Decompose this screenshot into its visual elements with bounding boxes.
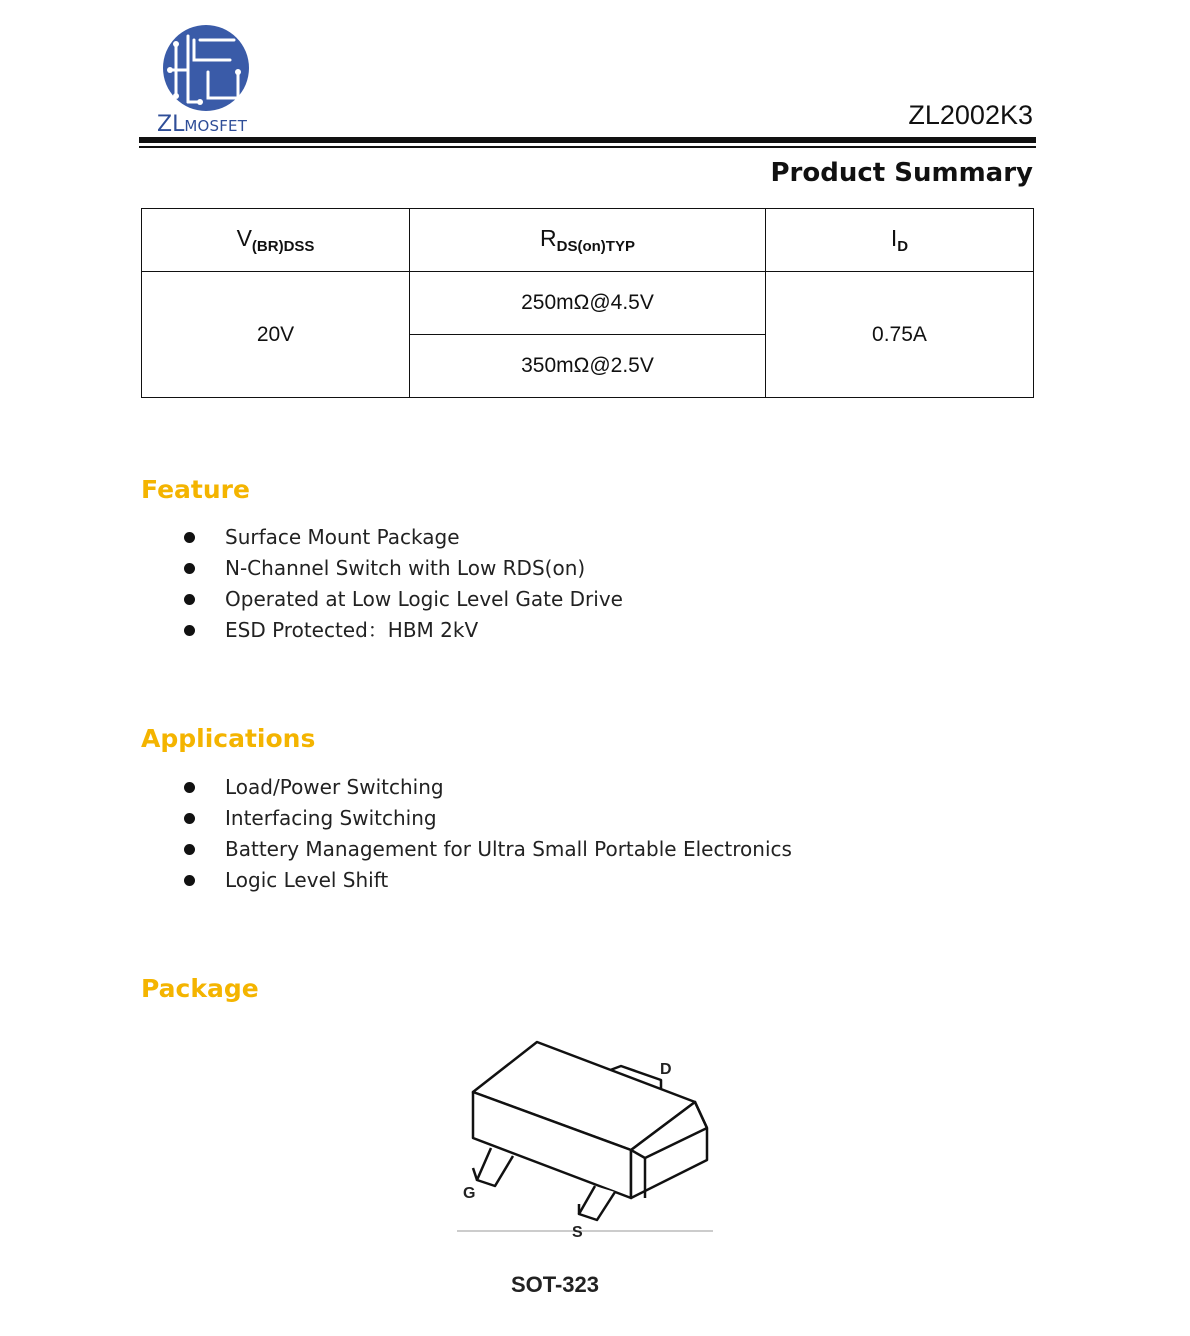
list-item: N-Channel Switch with Low RDS(on) xyxy=(182,553,623,584)
package-title: Package xyxy=(141,974,259,1003)
header-id: $I_D$ xyxy=(766,209,1034,272)
vbr-value: 20V xyxy=(142,272,410,398)
sot-323-package-drawing xyxy=(455,1020,717,1245)
header-vbr-dss: $V_{(BR)DSS}$ xyxy=(142,209,410,272)
pin-g-label: G xyxy=(463,1185,476,1202)
logo-text-big: ZL xyxy=(157,112,185,137)
header-rule-thick xyxy=(139,137,1036,143)
header-rds-on: $R_{DS(on)TYP}$ xyxy=(410,209,766,272)
product-summary-table xyxy=(141,208,1034,398)
header-rule-thin xyxy=(139,146,1036,148)
id-value: 0.75A xyxy=(766,272,1034,398)
rds-value-1: 250mΩ@4.5V xyxy=(410,272,766,335)
part-number: ZL2002K3 xyxy=(908,100,1033,130)
pin-d-label: D xyxy=(660,1061,672,1078)
list-item: Battery Management for Ultra Small Portable Electronics xyxy=(182,834,792,865)
logo-text-small: MOSFET xyxy=(184,117,248,135)
feature-list xyxy=(182,522,623,646)
list-item: Logic Level Shift xyxy=(182,865,792,896)
package-caption: SOT-323 xyxy=(510,1272,600,1297)
list-item: ESD Protected：HBM 2kV xyxy=(182,615,623,646)
list-item: Load/Power Switching xyxy=(182,772,792,803)
applications-list xyxy=(182,772,792,896)
rds-value-2: 350mΩ@2.5V xyxy=(410,335,766,398)
product-summary-title: Product Summary xyxy=(770,158,1033,188)
list-item: Interfacing Switching xyxy=(182,803,792,834)
logo-wordmark xyxy=(157,112,247,137)
table-row xyxy=(142,272,1034,335)
list-item: Operated at Low Logic Level Gate Drive xyxy=(182,584,623,615)
table-header-row xyxy=(142,209,1034,272)
feature-title: Feature xyxy=(141,475,250,504)
applications-title: Applications xyxy=(141,724,316,753)
list-item: Surface Mount Package xyxy=(182,522,623,553)
pin-s-label: S xyxy=(572,1224,583,1241)
